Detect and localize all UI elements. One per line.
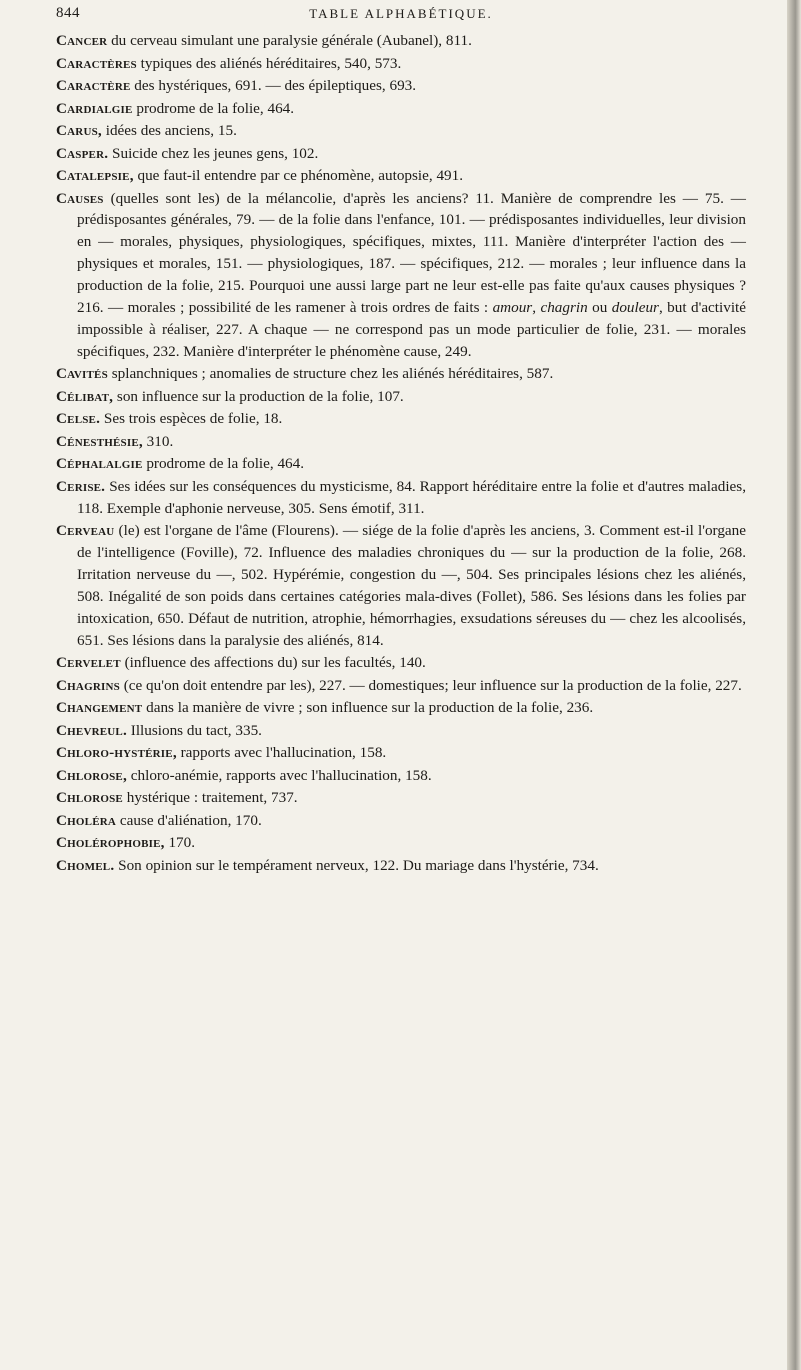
entry-text: Ses trois espèces de folie, 18. xyxy=(100,410,283,428)
entry-text: rapports avec l'hallucination, 158. xyxy=(176,744,387,762)
entry-headword: Cervelet xyxy=(56,654,121,672)
entry-headword: Chlorose, xyxy=(56,766,127,784)
index-entry xyxy=(56,165,746,187)
entry-text: prodrome de la folie, 464. xyxy=(132,99,295,117)
index-entry xyxy=(56,98,746,120)
index-entry xyxy=(56,386,746,408)
index-entry xyxy=(56,53,746,75)
index-entry xyxy=(56,675,746,697)
index-entry xyxy=(56,431,746,453)
index-entry xyxy=(56,765,746,787)
entry-text: (quelles sont les) de la mélancolie, d'après les anciens? 11. Manière de comprendre les — 75. — prédisposantes générales, 79. — de la folie dans l'enfance, 101. — prédisposantes individuelles, leur division en — morales, physiques, physiologiques, spécifiques, mixtes, 111. Manière d'interpréter l'action des — physiques et morales, 151. — physiologiques, 187. — spécifiques, 212. — morales ; leur influence dans la production de la folie, 215. Pourquoi une aussi large part ne leur est-elle pas faite qu'aux causes physiques ? 216. — morales ; possibilité de les ramener à trois ordres de faits : xyxy=(77,189,746,317)
entry-headword: Choléra xyxy=(56,811,117,829)
index-entry xyxy=(56,742,746,764)
entry-text: (le) est l'organe de l'âme (Flourens). — siége de la folie d'après les anciens, 3. Comment est-il l'organe de l'intelligence (Foville), 72. Influence des maladies chroniques du — sur la production de la folie, 268. Irritation nerveuse du —, 502. Hypérémie, congestion du —, 504. Ses principales lésions chez les aliénés, 508. Inégalité de son poids dans certaines catégories mala-dives (Follet), 586. Ses lésions dans les folies par intoxication, 650. Défaut de nutrition, atrophie, hémorrhagies, exsudations séreuses du — chez les alcoolisés, 651. Ses lésions dans la paralysie des aliénés, 814. xyxy=(77,522,746,649)
entry-headword: Céphalalgie xyxy=(56,455,143,473)
entry-text: typiques des aliénés héréditaires, 540, 573. xyxy=(136,54,402,72)
page-title: TABLE ALPHABÉTIQUE. xyxy=(309,6,493,21)
entry-headword: Chomel. xyxy=(56,856,115,874)
entry-text: Suicide chez les jeunes gens, 102. xyxy=(108,144,319,162)
entry-headword: Cavités xyxy=(56,365,108,383)
index-entry xyxy=(56,832,746,854)
entry-text: du cerveau simulant une paralysie générale (Aubanel), 811. xyxy=(107,32,472,49)
index-entry xyxy=(56,143,746,165)
entry-text: splanchniques ; anomalies de structure chez les aliénés héréditaires, 587. xyxy=(107,365,554,383)
index-entry xyxy=(56,720,746,742)
page-edge-shadow xyxy=(787,0,801,1370)
entry-text: que faut-il entendre par ce phénomène, autopsie, 491. xyxy=(133,167,464,184)
entry-italic-text: chagrin xyxy=(540,299,588,317)
entry-headword: Changement xyxy=(56,699,143,717)
entry-headword: Chagrins xyxy=(56,676,120,694)
entry-italic-text: douleur xyxy=(611,299,659,317)
entry-headword: Cénesthésie, xyxy=(56,432,143,450)
entry-text: 310. xyxy=(142,432,174,450)
index-entry xyxy=(56,363,746,385)
entry-headword: Cerveau xyxy=(56,522,115,540)
entry-headword: Causes xyxy=(56,189,104,207)
entry-headword: Célibat, xyxy=(56,387,114,405)
entry-headword: Casper. xyxy=(56,144,109,162)
entry-text: ou xyxy=(587,299,612,317)
entry-text: , xyxy=(532,299,541,317)
index-entry xyxy=(56,697,746,719)
entry-headword: Cholérophobie, xyxy=(56,834,165,852)
entry-headword: Celse. xyxy=(56,410,101,428)
entry-headword: Carus, xyxy=(56,122,102,139)
entry-text: cause d'aliénation, 170. xyxy=(116,811,262,829)
entry-text: Illusions du tact, 335. xyxy=(126,721,262,739)
entry-headword: Cerise. xyxy=(56,477,106,495)
index-entries xyxy=(56,30,746,877)
index-entry xyxy=(56,75,746,97)
running-header xyxy=(56,5,746,31)
entry-text: idées des anciens, 15. xyxy=(101,122,237,139)
index-entry xyxy=(56,188,746,363)
entry-headword: Chlorose xyxy=(56,789,123,807)
index-entry xyxy=(56,520,746,651)
entry-text: Ses idées sur les conséquences du mysticisme, 84. Rapport héréditaire entre la folie et d'autres maladies, 118. Exemple d'aphonie nerveuse, 305. Sens émotif, 311. xyxy=(77,477,746,517)
index-entry xyxy=(56,30,746,52)
entry-text: (ce qu'on doit entendre par les), 227. — domestiques; leur influence sur la production de la folie, 227. xyxy=(119,676,742,694)
page-number: 844 xyxy=(56,5,80,21)
entry-headword: Caractères xyxy=(56,54,137,72)
index-entry xyxy=(56,652,746,674)
entry-text: des hystériques, 691. — des épileptiques, 693. xyxy=(130,77,417,94)
index-entry xyxy=(56,855,746,877)
entry-text: chloro-anémie, rapports avec l'hallucination, 158. xyxy=(126,766,432,784)
index-entry xyxy=(56,810,746,832)
entry-headword: Cancer xyxy=(56,32,108,49)
entry-headword: Cardialgie xyxy=(56,99,133,117)
entry-text: son influence sur la production de la folie, 107. xyxy=(113,387,404,405)
entry-text: (influence des affections du) sur les facultés, 140. xyxy=(120,654,426,672)
index-entry xyxy=(56,453,746,475)
entry-text: 170. xyxy=(164,834,196,852)
entry-text: dans la manière de vivre ; son influence sur la production de la folie, 236. xyxy=(142,699,594,717)
entry-text: prodrome de la folie, 464. xyxy=(142,455,305,473)
entry-headword: Chloro-hystérie, xyxy=(56,744,177,762)
index-entry xyxy=(56,476,746,520)
entry-italic-text: amour xyxy=(492,299,533,317)
entry-text: Son opinion sur le tempérament nerveux, 122. Du mariage dans l'hystérie, 734. xyxy=(114,856,599,874)
entry-text: , but d'activité impossible à réaliser, 227. A chaque — ne correspond pas un mode particulier de folie, 231. — morales spécifiques, 232. Manière d'interpréter le phénomène cause, 249. xyxy=(77,299,747,360)
entry-text: hystérique : traitement, 737. xyxy=(122,789,298,807)
entry-headword: Chevreul. xyxy=(56,721,127,739)
index-entry xyxy=(56,787,746,809)
index-entry xyxy=(56,408,746,430)
entry-headword: Caractère xyxy=(56,77,131,94)
entry-headword: Catalepsie, xyxy=(56,167,134,184)
index-entry xyxy=(56,120,746,142)
